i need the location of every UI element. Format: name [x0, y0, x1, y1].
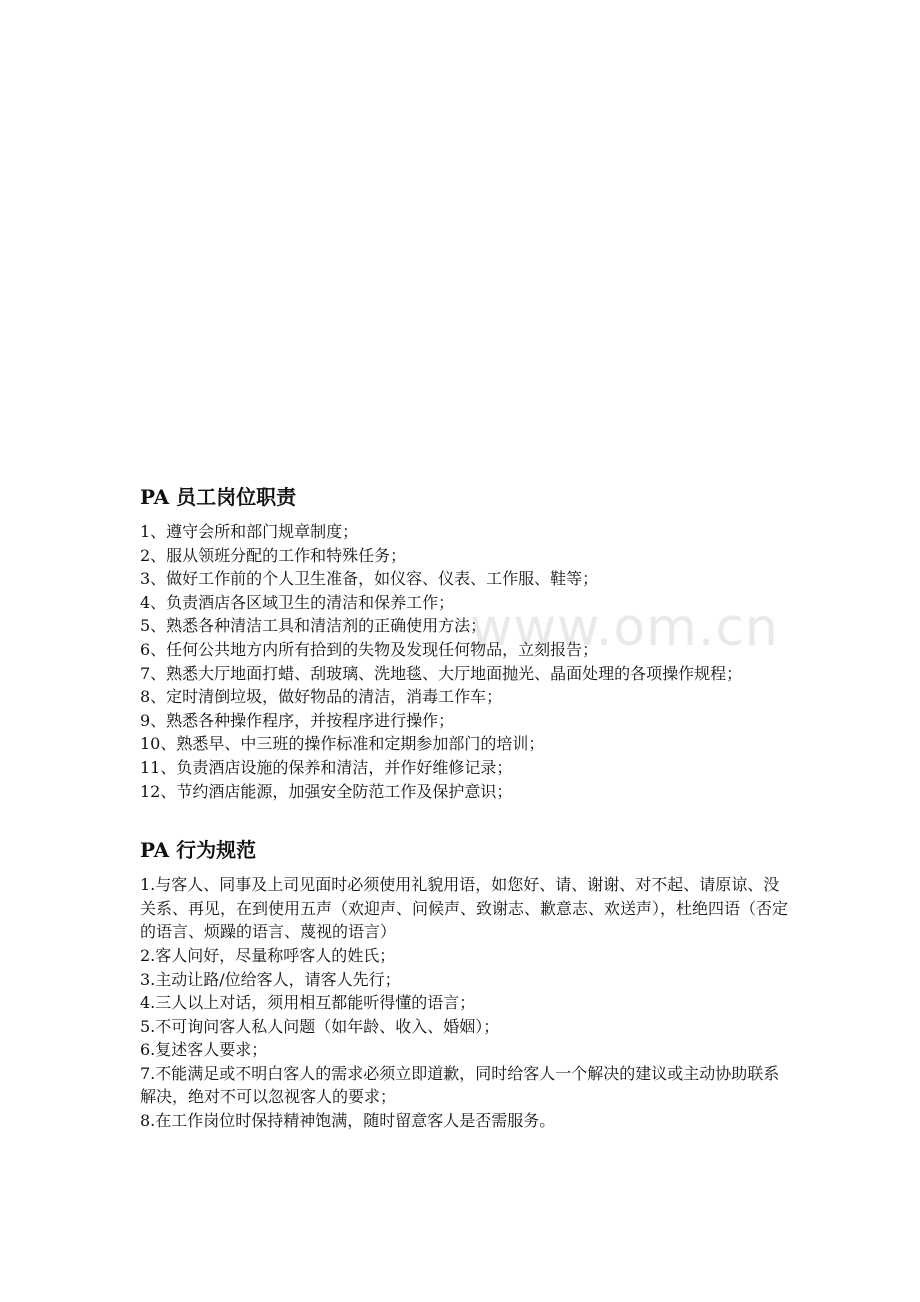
conduct-item: 2.客人问好，尽量称呼客人的姓氏； [140, 945, 396, 965]
duties-list [140, 520, 790, 803]
duty-item: 10、熟悉早、中三班的操作标准和定期参加部门的培训； [140, 734, 545, 754]
conduct-item: 3.主动让路/位给客人，请客人先行； [140, 969, 401, 989]
watermark: www.om.cn [470, 598, 779, 658]
duty-item: 3、做好工作前的个人卫生准备，如仪容、仪表、工作服、鞋等； [140, 569, 599, 589]
conduct-item: 6.复述客人要求； [140, 1040, 268, 1060]
duty-item: 1、遵守会所和部门规章制度； [140, 522, 359, 541]
conduct-item: 1.与客人、同事及上司见面时必须使用礼貌用语，如您好、请、谢谢、对不起、请原谅、没关系、再见，在到使用五声（欢迎声、问候声、致谢志、歉意志、欢送声），杜绝四语（否定的语言、烦躁的语言、蔑视的语言） [140, 875, 789, 942]
conduct-item: 4.三人以上对话，须用相互都能听得懂的语言； [140, 993, 476, 1013]
duty-item: 5、熟悉各种清洁工具和清洁剂的正确使用方法； [140, 616, 487, 636]
conduct-heading: PA 行为规范 [140, 838, 257, 863]
duties-heading: PA 员工岗位职责 [140, 485, 297, 509]
conduct-item: 5.不可询问客人私人问题（如年龄、收入、婚姻）； [140, 1016, 500, 1036]
duty-item: 9、熟悉各种操作程序，并按程序进行操作； [140, 710, 455, 730]
duty-item: 8、定时清倒垃圾，做好物品的清洁，消毒工作车； [140, 687, 503, 707]
conduct-section [140, 835, 790, 1133]
duties-section [140, 482, 790, 803]
duty-item: 12、节约酒店能源，加强安全防范工作及保护意识； [140, 781, 513, 801]
duty-item: 2、服从领班分配的工作和特殊任务； [140, 545, 407, 565]
duty-item: 7、熟悉大厅地面打蜡、刮玻璃、洗地毯、大厅地面抛光、晶面处理的各项操作规程； [140, 663, 743, 683]
duty-item: 4、负责酒店各区域卫生的清洁和保养工作； [140, 592, 455, 612]
conduct-item: 7.不能满足或不明白客人的需求必须立即道歉，同时给客人一个解决的建议或主动协助联系解决，绝对不可以忽视客人的要求； [140, 1063, 780, 1107]
conduct-item: 8.在工作岗位时保持精神饱满，随时留意客人是否需服务。 [140, 1111, 556, 1131]
document-body [140, 482, 790, 1133]
conduct-list [140, 873, 790, 1133]
duty-item: 11、负责酒店设施的保养和清洁，并作好维修记录； [140, 757, 513, 777]
duty-item: 6、任何公共地方内所有拾到的失物及发现任何物品，立刻报告； [140, 639, 599, 659]
